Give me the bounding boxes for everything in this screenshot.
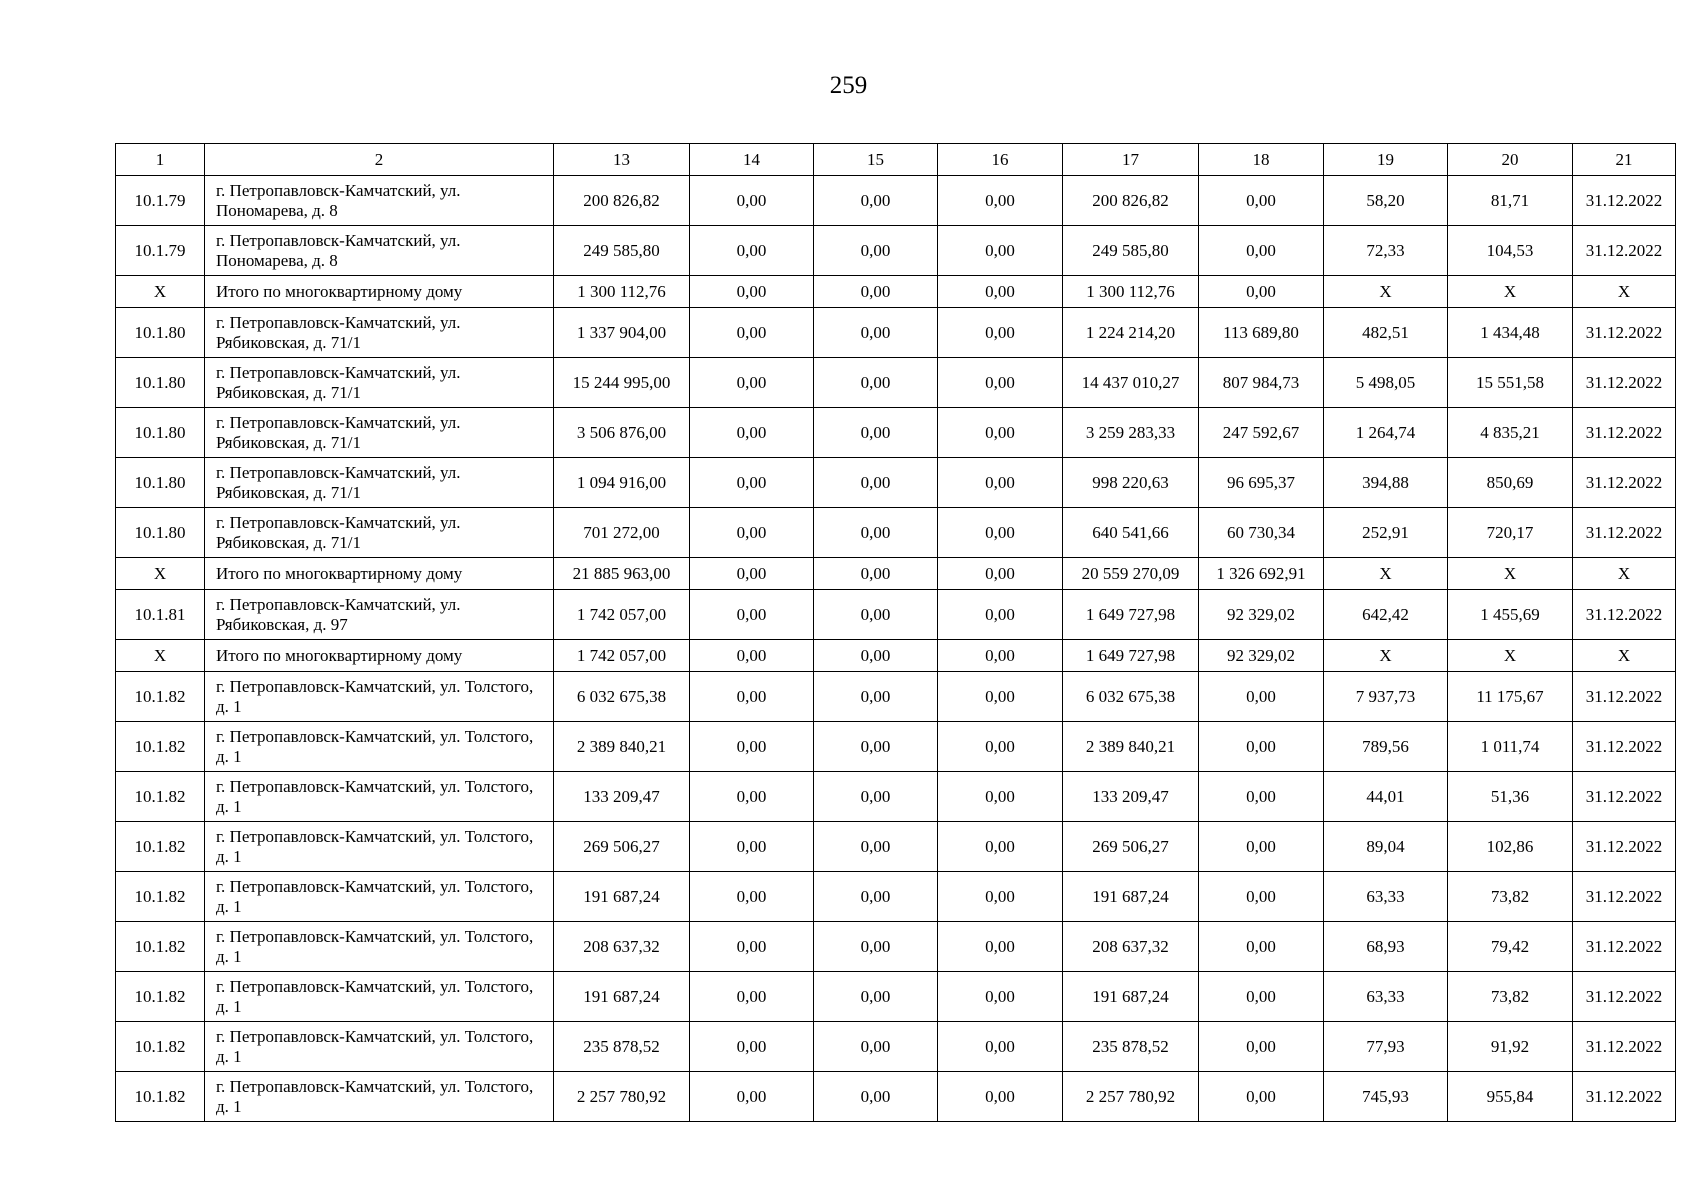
table-cell: 10.1.80	[116, 458, 205, 508]
table-cell: 0,00	[1199, 872, 1324, 922]
table-cell: 15 551,58	[1448, 358, 1573, 408]
table-cell: 31.12.2022	[1573, 176, 1676, 226]
table-row	[116, 1072, 1676, 1122]
table-cell: 252,91	[1324, 508, 1448, 558]
table-cell: 0,00	[814, 458, 938, 508]
table-body	[116, 176, 1676, 1122]
table-cell: 0,00	[814, 640, 938, 672]
table-cell: 0,00	[1199, 772, 1324, 822]
table-cell: 850,69	[1448, 458, 1573, 508]
table-cell: 807 984,73	[1199, 358, 1324, 408]
table-row	[116, 590, 1676, 640]
table-cell: 44,01	[1324, 772, 1448, 822]
table-row	[116, 508, 1676, 558]
table-cell: г. Петропавловск-Камчатский, ул. Рябиковская, д. 71/1	[205, 358, 554, 408]
table-cell: 0,00	[690, 772, 814, 822]
table-cell: 0,00	[1199, 226, 1324, 276]
table-cell: 0,00	[690, 1022, 814, 1072]
column-header: 14	[690, 144, 814, 176]
table-cell: 104,53	[1448, 226, 1573, 276]
table-cell: 102,86	[1448, 822, 1573, 872]
table-cell: 0,00	[938, 972, 1063, 1022]
table-cell: 63,33	[1324, 872, 1448, 922]
table-cell: г. Петропавловск-Камчатский, ул. Пономарева, д. 8	[205, 226, 554, 276]
table-cell: 191 687,24	[1063, 872, 1199, 922]
table-cell: 31.12.2022	[1573, 226, 1676, 276]
table-cell: 0,00	[938, 226, 1063, 276]
table-cell: 642,42	[1324, 590, 1448, 640]
table-cell: 10.1.80	[116, 358, 205, 408]
table-cell: 31.12.2022	[1573, 772, 1676, 822]
table-cell: 1 011,74	[1448, 722, 1573, 772]
table-cell: 0,00	[938, 722, 1063, 772]
table-cell: 789,56	[1324, 722, 1448, 772]
table-cell: 247 592,67	[1199, 408, 1324, 458]
table-cell: 10.1.81	[116, 590, 205, 640]
table-cell: 60 730,34	[1199, 508, 1324, 558]
table-cell: 1 742 057,00	[554, 640, 690, 672]
column-header: 15	[814, 144, 938, 176]
table-cell: 1 742 057,00	[554, 590, 690, 640]
table-cell: 191 687,24	[554, 872, 690, 922]
column-header: 19	[1324, 144, 1448, 176]
table-cell: 0,00	[938, 822, 1063, 872]
column-header: 18	[1199, 144, 1324, 176]
table-cell: 191 687,24	[554, 972, 690, 1022]
table-cell: 2 257 780,92	[1063, 1072, 1199, 1122]
table-cell: 0,00	[938, 308, 1063, 358]
table-cell: 10.1.82	[116, 1022, 205, 1072]
table-cell: 720,17	[1448, 508, 1573, 558]
table-cell: 77,93	[1324, 1022, 1448, 1072]
table-cell: 998 220,63	[1063, 458, 1199, 508]
table-cell: г. Петропавловск-Камчатский, ул. Рябиковская, д. 71/1	[205, 508, 554, 558]
table-row	[116, 176, 1676, 226]
table-cell: 0,00	[690, 226, 814, 276]
table-cell: 0,00	[938, 408, 1063, 458]
table-cell: 0,00	[1199, 176, 1324, 226]
table-cell: 79,42	[1448, 922, 1573, 972]
table-cell: 249 585,80	[554, 226, 690, 276]
table-cell: 31.12.2022	[1573, 822, 1676, 872]
table-cell: 1 434,48	[1448, 308, 1573, 358]
table-cell: 96 695,37	[1199, 458, 1324, 508]
table-cell: 0,00	[690, 458, 814, 508]
table-cell: 92 329,02	[1199, 640, 1324, 672]
table-row	[116, 672, 1676, 722]
table-cell: 0,00	[814, 226, 938, 276]
table-cell: 0,00	[690, 972, 814, 1022]
table-cell: 0,00	[938, 922, 1063, 972]
table-cell: г. Петропавловск-Камчатский, ул. Пономарева, д. 8	[205, 176, 554, 226]
table-cell: 73,82	[1448, 972, 1573, 1022]
table-total-row	[116, 640, 1676, 672]
table-cell: 3 506 876,00	[554, 408, 690, 458]
table-cell: 0,00	[814, 508, 938, 558]
table-cell: 10.1.82	[116, 722, 205, 772]
table-row	[116, 922, 1676, 972]
table-cell: 0,00	[938, 1072, 1063, 1122]
table-cell: 0,00	[690, 640, 814, 672]
table-cell: 191 687,24	[1063, 972, 1199, 1022]
table-cell: 0,00	[690, 872, 814, 922]
table-cell: 6 032 675,38	[554, 672, 690, 722]
table-cell: X	[1573, 558, 1676, 590]
table-cell: 0,00	[1199, 1072, 1324, 1122]
table-cell: 0,00	[814, 176, 938, 226]
table-cell: 3 259 283,33	[1063, 408, 1199, 458]
table-cell: 11 175,67	[1448, 672, 1573, 722]
table-cell: 0,00	[690, 176, 814, 226]
table-cell: 0,00	[814, 276, 938, 308]
table-cell: 0,00	[938, 872, 1063, 922]
table-cell: X	[1324, 276, 1448, 308]
table-cell: 0,00	[938, 1022, 1063, 1072]
table-cell: 0,00	[690, 1072, 814, 1122]
table-cell: 235 878,52	[554, 1022, 690, 1072]
table-cell: 6 032 675,38	[1063, 672, 1199, 722]
table-cell: 0,00	[814, 1022, 938, 1072]
table-cell: 31.12.2022	[1573, 922, 1676, 972]
table-cell: 208 637,32	[1063, 922, 1199, 972]
table-cell: 10.1.82	[116, 972, 205, 1022]
table-row	[116, 972, 1676, 1022]
table-cell: 955,84	[1448, 1072, 1573, 1122]
table-cell: 0,00	[814, 822, 938, 872]
table-cell: 2 389 840,21	[554, 722, 690, 772]
table-cell: 1 649 727,98	[1063, 590, 1199, 640]
table-cell: 745,93	[1324, 1072, 1448, 1122]
data-table	[115, 143, 1676, 1122]
table-cell: 0,00	[814, 972, 938, 1022]
table-cell: 92 329,02	[1199, 590, 1324, 640]
table-cell: г. Петропавловск-Камчатский, ул. Толстого, д. 1	[205, 1022, 554, 1072]
table-cell: 200 826,82	[554, 176, 690, 226]
table-cell: Итого по многоквартирному дому	[205, 276, 554, 308]
table-row	[116, 872, 1676, 922]
table-cell: 0,00	[814, 672, 938, 722]
table-cell: X	[116, 276, 205, 308]
table-cell: 0,00	[814, 722, 938, 772]
table-cell: 0,00	[814, 590, 938, 640]
table-row	[116, 408, 1676, 458]
table-cell: 10.1.79	[116, 226, 205, 276]
column-header: 20	[1448, 144, 1573, 176]
table-cell: г. Петропавловск-Камчатский, ул. Толстого, д. 1	[205, 772, 554, 822]
table-cell: 21 885 963,00	[554, 558, 690, 590]
table-cell: X	[116, 640, 205, 672]
table-cell: г. Петропавловск-Камчатский, ул. Толстого, д. 1	[205, 822, 554, 872]
table-cell: X	[116, 558, 205, 590]
table-cell: 51,36	[1448, 772, 1573, 822]
table-row	[116, 822, 1676, 872]
table-row	[116, 226, 1676, 276]
table-cell: г. Петропавловск-Камчатский, ул. Рябиковская, д. 97	[205, 590, 554, 640]
table-cell: 31.12.2022	[1573, 458, 1676, 508]
table-cell: 31.12.2022	[1573, 1022, 1676, 1072]
table-cell: 81,71	[1448, 176, 1573, 226]
column-header: 13	[554, 144, 690, 176]
table-cell: 1 326 692,91	[1199, 558, 1324, 590]
table-cell: 10.1.80	[116, 408, 205, 458]
table-cell: 58,20	[1324, 176, 1448, 226]
table-cell: 133 209,47	[554, 772, 690, 822]
table-row	[116, 772, 1676, 822]
table-cell: 0,00	[938, 508, 1063, 558]
table-cell: г. Петропавловск-Камчатский, ул. Толстого, д. 1	[205, 872, 554, 922]
table-cell: Итого по многоквартирному дому	[205, 640, 554, 672]
table-cell: 0,00	[938, 672, 1063, 722]
table-cell: 0,00	[1199, 972, 1324, 1022]
table-cell: 73,82	[1448, 872, 1573, 922]
table-cell: 0,00	[690, 722, 814, 772]
table-cell: 0,00	[938, 772, 1063, 822]
table-cell: 0,00	[814, 772, 938, 822]
table-cell: 394,88	[1324, 458, 1448, 508]
table-cell: 0,00	[938, 590, 1063, 640]
page-number: 259	[829, 72, 868, 99]
table-cell: 0,00	[814, 558, 938, 590]
table-cell: 0,00	[938, 358, 1063, 408]
table-cell: 0,00	[814, 308, 938, 358]
table-cell: 235 878,52	[1063, 1022, 1199, 1072]
column-header: 1	[116, 144, 205, 176]
column-header: 16	[938, 144, 1063, 176]
table-total-row	[116, 558, 1676, 590]
table-cell: 0,00	[690, 672, 814, 722]
table-row	[116, 458, 1676, 508]
table-cell: 1 300 112,76	[554, 276, 690, 308]
table-cell: 1 649 727,98	[1063, 640, 1199, 672]
table-cell: 2 257 780,92	[554, 1072, 690, 1122]
table-cell: 0,00	[1199, 672, 1324, 722]
table-cell: 1 094 916,00	[554, 458, 690, 508]
table-cell: 1 337 904,00	[554, 308, 690, 358]
table-cell: 0,00	[690, 922, 814, 972]
table-cell: 15 244 995,00	[554, 358, 690, 408]
table-cell: 10.1.79	[116, 176, 205, 226]
table-cell: 20 559 270,09	[1063, 558, 1199, 590]
table-cell: 701 272,00	[554, 508, 690, 558]
column-header: 2	[205, 144, 554, 176]
table-cell: 10.1.82	[116, 922, 205, 972]
column-header: 17	[1063, 144, 1199, 176]
table-cell: 31.12.2022	[1573, 508, 1676, 558]
table-cell: 10.1.80	[116, 308, 205, 358]
table-cell: г. Петропавловск-Камчатский, ул. Рябиковская, д. 71/1	[205, 458, 554, 508]
table-cell: 31.12.2022	[1573, 408, 1676, 458]
table-cell: 31.12.2022	[1573, 972, 1676, 1022]
table-cell: X	[1324, 558, 1448, 590]
table-row	[116, 358, 1676, 408]
table-cell: г. Петропавловск-Камчатский, ул. Толстого, д. 1	[205, 972, 554, 1022]
table-cell: 269 506,27	[1063, 822, 1199, 872]
table-cell: г. Петропавловск-Камчатский, ул. Толстого, д. 1	[205, 922, 554, 972]
table-cell: 0,00	[690, 590, 814, 640]
table-cell: 0,00	[938, 176, 1063, 226]
table-cell: 7 937,73	[1324, 672, 1448, 722]
table-cell: 10.1.82	[116, 822, 205, 872]
table-cell: 0,00	[814, 1072, 938, 1122]
table-cell: 91,92	[1448, 1022, 1573, 1072]
column-header: 21	[1573, 144, 1676, 176]
table-cell: 31.12.2022	[1573, 358, 1676, 408]
table-cell: г. Петропавловск-Камчатский, ул. Рябиковская, д. 71/1	[205, 308, 554, 358]
table-cell: 0,00	[690, 822, 814, 872]
table-cell: 200 826,82	[1063, 176, 1199, 226]
table-cell: 0,00	[1199, 722, 1324, 772]
table-cell: 0,00	[1199, 822, 1324, 872]
table-cell: 14 437 010,27	[1063, 358, 1199, 408]
table-cell: 0,00	[690, 508, 814, 558]
table-cell: 0,00	[690, 558, 814, 590]
table-cell: 0,00	[1199, 922, 1324, 972]
table-cell: 0,00	[1199, 1022, 1324, 1072]
table-cell: 72,33	[1324, 226, 1448, 276]
table-cell: X	[1573, 276, 1676, 308]
table-cell: 1 300 112,76	[1063, 276, 1199, 308]
table-cell: 1 224 214,20	[1063, 308, 1199, 358]
table-row	[116, 722, 1676, 772]
table-cell: 0,00	[690, 358, 814, 408]
table-cell: 89,04	[1324, 822, 1448, 872]
table-cell: 10.1.82	[116, 872, 205, 922]
table-cell: 68,93	[1324, 922, 1448, 972]
table-cell: Итого по многоквартирному дому	[205, 558, 554, 590]
table-cell: X	[1573, 640, 1676, 672]
table-cell: 269 506,27	[554, 822, 690, 872]
table-cell: 0,00	[814, 922, 938, 972]
table-cell: 0,00	[814, 358, 938, 408]
table-cell: 113 689,80	[1199, 308, 1324, 358]
table-cell: 10.1.82	[116, 1072, 205, 1122]
table-cell: 5 498,05	[1324, 358, 1448, 408]
table-cell: 0,00	[814, 872, 938, 922]
table-cell: X	[1448, 558, 1573, 590]
table-row	[116, 1022, 1676, 1072]
table-cell: 10.1.82	[116, 772, 205, 822]
table-cell: 0,00	[1199, 276, 1324, 308]
table-cell: 0,00	[938, 458, 1063, 508]
table-cell: 31.12.2022	[1573, 1072, 1676, 1122]
table-cell: 640 541,66	[1063, 508, 1199, 558]
table-cell: X	[1448, 276, 1573, 308]
table-cell: 31.12.2022	[1573, 590, 1676, 640]
table-cell: 63,33	[1324, 972, 1448, 1022]
table-cell: 0,00	[690, 408, 814, 458]
table-cell: 1 455,69	[1448, 590, 1573, 640]
header-row	[116, 144, 1676, 176]
table-cell: X	[1448, 640, 1573, 672]
table-cell: 249 585,80	[1063, 226, 1199, 276]
table-cell: 0,00	[690, 308, 814, 358]
table-cell: г. Петропавловск-Камчатский, ул. Рябиковская, д. 71/1	[205, 408, 554, 458]
table-total-row	[116, 276, 1676, 308]
table-cell: 133 209,47	[1063, 772, 1199, 822]
table-cell: 31.12.2022	[1573, 308, 1676, 358]
table-cell: г. Петропавловск-Камчатский, ул. Толстого, д. 1	[205, 672, 554, 722]
table-cell: 10.1.80	[116, 508, 205, 558]
table-cell: г. Петропавловск-Камчатский, ул. Толстого, д. 1	[205, 722, 554, 772]
table-cell: 4 835,21	[1448, 408, 1573, 458]
table-cell: 31.12.2022	[1573, 872, 1676, 922]
table-cell: 2 389 840,21	[1063, 722, 1199, 772]
table-cell: 208 637,32	[554, 922, 690, 972]
table-cell: 0,00	[938, 558, 1063, 590]
table-cell: 31.12.2022	[1573, 672, 1676, 722]
table-cell: 482,51	[1324, 308, 1448, 358]
table-cell: 31.12.2022	[1573, 722, 1676, 772]
table-cell: 0,00	[814, 408, 938, 458]
table-cell: г. Петропавловск-Камчатский, ул. Толстого, д. 1	[205, 1072, 554, 1122]
table-row	[116, 308, 1676, 358]
table-cell: 0,00	[690, 276, 814, 308]
table-cell: X	[1324, 640, 1448, 672]
table-cell: 0,00	[938, 640, 1063, 672]
table-cell: 1 264,74	[1324, 408, 1448, 458]
table-cell: 10.1.82	[116, 672, 205, 722]
table-cell: 0,00	[938, 276, 1063, 308]
